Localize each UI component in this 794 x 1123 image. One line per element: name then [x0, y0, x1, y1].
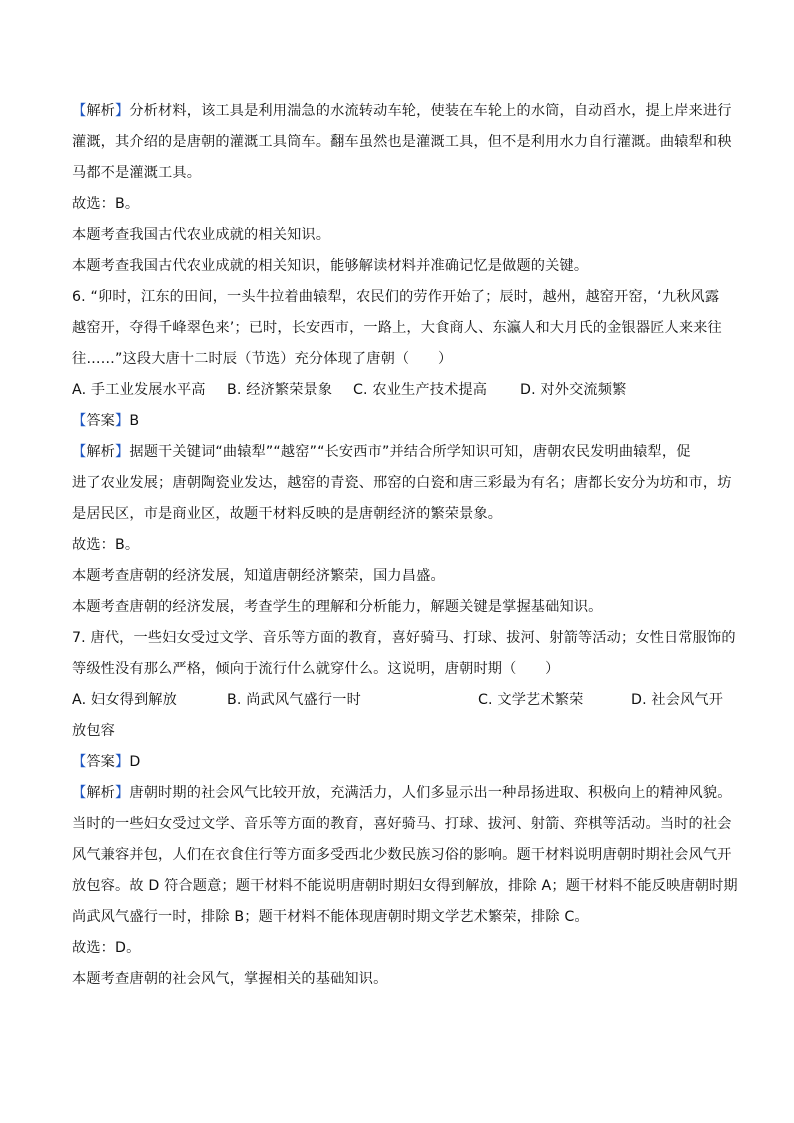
option-d: D. 社会风气开: [631, 692, 724, 708]
tag-open-bracket: 【: [72, 444, 87, 460]
choice-line: 故选：B。: [72, 537, 140, 553]
answer-tag: 答案: [86, 413, 116, 429]
text-line: 尚武风气盛行一时，排除 B；题干材料不能体现唐朝时期文学艺术繁荣，排除 C。: [72, 909, 589, 925]
tag-close-bracket: 】: [115, 754, 130, 770]
text-line: 当时的一些妇女受过文学、音乐等方面的教育，喜好骑马、打球、拔河、射箭、弈棋等活动。当时的社会: [72, 816, 732, 832]
analysis-text: 据题干关键词“曲辕犁”“越窑”“长安西市”并结合所学知识可知，唐朝农民发明曲辕犁，促: [129, 444, 691, 460]
option-a: A. 妇女得到解放: [72, 692, 177, 708]
tag-open-bracket: 【: [72, 103, 87, 119]
answer-value: D: [129, 754, 141, 770]
choice-line: 故选：B。: [72, 196, 140, 212]
question-stem: 7. 唐代，一些妇女受过文学、音乐等方面的教育，喜好骑马、打球、拔河、射箭等活动；女性日常服饰的: [72, 630, 736, 646]
analysis-tag: 解析: [86, 444, 116, 460]
choice-line: 故选：D。: [72, 940, 141, 956]
question-stem: 等级性没有那么严格，倾向于流行什么就穿什么。这说明，唐朝时期（ ）: [72, 661, 560, 677]
analysis-line: [72, 96, 732, 127]
answer-tag: 答案: [86, 754, 116, 770]
option-c: C. 文学艺术繁荣: [478, 692, 584, 708]
tag-close-bracket: 】: [115, 785, 130, 801]
analysis-text: 分析材料，该工具是利用湍急的水流转动车轮，使装在车轮上的水筒，自动舀水，提上岸来进行: [129, 103, 732, 119]
analysis-text: 唐朝时期的社会风气比较开放，充满活力，人们多显示出一种昂扬进取、积极向上的精神风貌。: [129, 785, 732, 801]
note-line: 本题考查唐朝的经济发展，知道唐朝经济繁荣，国力昌盛。: [72, 568, 445, 584]
tag-open-bracket: 【: [72, 785, 87, 801]
option-b: B. 经济繁荣景象: [227, 382, 333, 398]
tag-open-bracket: 【: [72, 754, 87, 770]
analysis-line: [72, 437, 722, 468]
tag-close-bracket: 】: [115, 103, 130, 119]
note-line: 本题考查我国古代农业成就的相关知识。: [72, 227, 331, 243]
text-line: 马都不是灌溉工具。: [72, 165, 202, 181]
option-d: D. 对外交流频繁: [520, 382, 627, 398]
text-line: 灌溉，其介绍的是唐朝的灌溉工具筒车。翻车虽然也是灌溉工具，但不是利用水力自行灌溉。曲辕犁和秧: [72, 134, 732, 150]
option-c: C. 农业生产技术提高: [353, 382, 488, 398]
analysis-tag: 解析: [86, 785, 116, 801]
option-a: A. 手工业发展水平高: [72, 382, 206, 398]
tag-close-bracket: 】: [115, 413, 130, 429]
options-row: [72, 685, 722, 716]
options-row: [72, 375, 722, 406]
note-line: 本题考查唐朝的社会风气，掌握相关的基础知识。: [72, 971, 388, 987]
text-line: 风气兼容并包，人们在衣食住行等方面多受西北少数民族习俗的影响。题干材料说明唐朝时期社会风气开: [72, 847, 732, 863]
answer-line: [72, 406, 722, 437]
document-page: [72, 96, 738, 995]
option-wrap-line: 放包容: [72, 723, 116, 739]
note-line: 本题考查唐朝的经济发展，考查学生的理解和分析能力，解题关键是掌握基础知识。: [72, 599, 603, 615]
tag-open-bracket: 【: [72, 413, 87, 429]
text-line: 进了农业发展；唐朝陶瓷业发达，越窑的青瓷、邢窑的白瓷和唐三彩最为有名；唐都长安分为坊和市，坊: [72, 475, 732, 491]
analysis-line: [72, 778, 732, 809]
text-line: 放包容。故 D 符合题意；题干材料不能说明唐朝时期妇女得到解放，排除 A；题干材料不能反映唐朝时期: [72, 878, 738, 894]
note-line: 本题考查我国古代农业成就的相关知识，能够解读材料并准确记忆是做题的关键。: [72, 258, 589, 274]
text-line: 是居民区，市是商业区，故题干材料反映的是唐朝经济的繁荣景象。: [72, 506, 503, 522]
answer-line: [72, 747, 722, 778]
option-b: B. 尚武风气盛行一时: [227, 692, 361, 708]
analysis-tag: 解析: [86, 103, 116, 119]
tag-close-bracket: 】: [115, 444, 130, 460]
question-stem: 往……”这段大唐十二时辰（节选）充分体现了唐朝（ ）: [72, 351, 453, 367]
question-stem: 越窑开，夺得千峰翠色来’；已时，长安西市，一路上，大食商人、东瀛人和大月氏的金银器匠人来来往: [72, 320, 722, 336]
answer-value: B: [129, 413, 140, 429]
question-stem: 6. “卯时，江东的田间，一头牛拉着曲辕犁，农民们的劳作开始了；辰时，越州，越窑开窑，‘九秋风露: [72, 289, 720, 305]
